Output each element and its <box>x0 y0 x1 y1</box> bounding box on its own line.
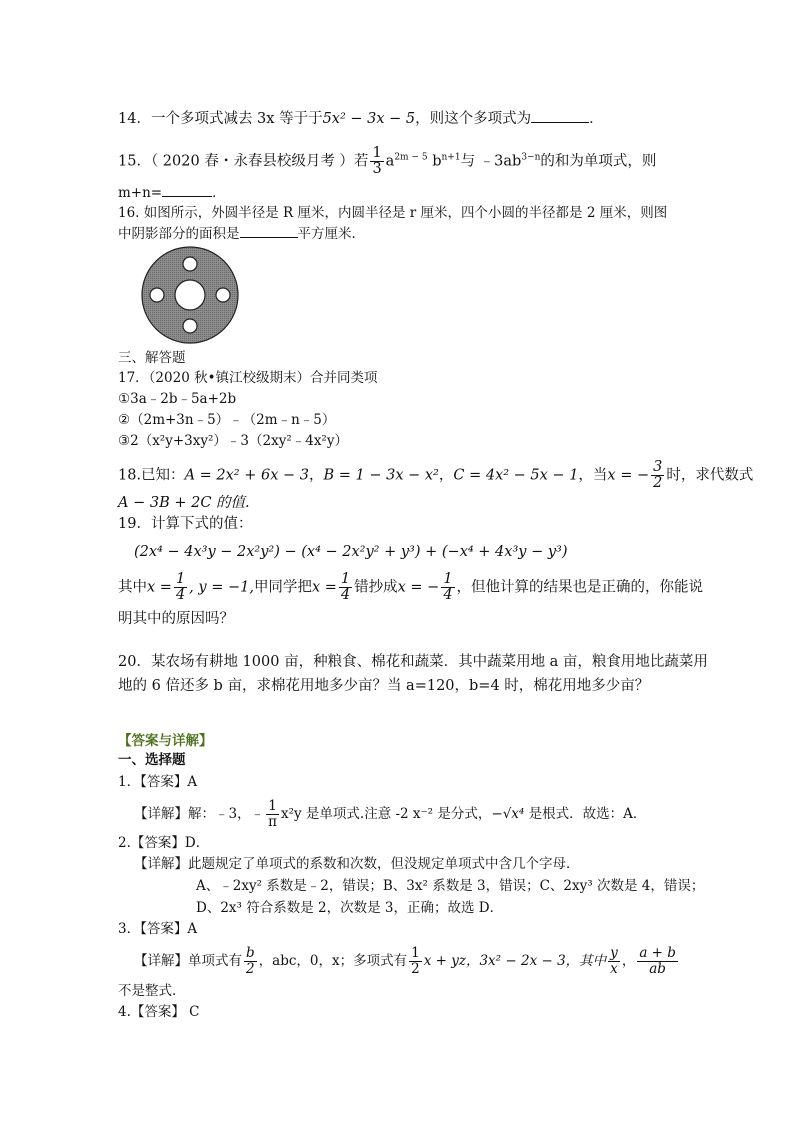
a1-root: −√x⁴ <box>491 806 525 822</box>
q19-b: 甲同学把 <box>253 579 312 596</box>
q19-x3: x = − <box>397 579 440 596</box>
q18-c: C = 4x² − 5x − 1 <box>453 467 579 484</box>
q18-b: B = 1 − 3x − x² <box>323 467 439 484</box>
question-15 <box>118 146 656 177</box>
q18-prefix: 18.已知： <box>118 467 185 484</box>
answer-4-label: 4.【答案】 C <box>118 1004 200 1020</box>
q19-y: , y = −1, <box>189 579 254 596</box>
q18-suffix: 时，求代数式 <box>666 467 754 484</box>
answer-3-line2: 不是整式． <box>118 983 186 999</box>
small-circle-bottom <box>183 319 197 333</box>
question-19: 19．计算下式的值： <box>118 516 253 532</box>
q19-expr-text: (2x⁴ − 4x³y − 2x²y²) − (x⁴ − 2x²y² + y³) + (−x⁴ + 4x³y − y³) <box>134 544 568 560</box>
a3-mid1: ，abc，0，x；多项式有 <box>258 953 408 969</box>
q19-c: 错抄成 <box>354 579 398 596</box>
q19-x: x = <box>147 579 172 596</box>
question-16 <box>118 204 667 222</box>
q17-item2: ②（2m+3n﹣5）﹣（2m﹣n﹣5） <box>118 412 336 428</box>
q19-line4: 明其中的原因吗？ <box>118 611 234 627</box>
answers-header: 【答案与详解】 <box>118 733 213 749</box>
a1-suffix: 是根式．故选：A． <box>524 806 647 822</box>
a3-fraction-4: $\frac{a + b}{ab}$ <box>639 945 676 977</box>
a3-mid2: x + yz，3x² − 2x − 3，其中 <box>423 953 607 969</box>
q14-expression: 5x² − 3x − 5 <box>322 111 416 127</box>
q18-line2: A − 3B + 2C 的值. <box>118 495 250 511</box>
answer-2-line3: D、2x³ 符合系数是 2，次数是 3，正确；故选 D． <box>196 900 504 916</box>
question-18: 18.已知：A = 2x² + 6x − 3，B = 1 − 3x − x²，C = 4x² − 5x − 1，当x = − $\frac{3}{2}$ 时，求代数式 <box>118 459 754 491</box>
q18-x: x = − <box>607 467 650 484</box>
answers-section-1: 一、选择题 <box>118 752 186 768</box>
question-14: 14．一个多项式减去 3x 等于于5x² − 3x − 5，则这个多项式为 ． <box>118 111 604 127</box>
q14-suffix: ，则这个多项式为 <box>415 111 532 127</box>
small-circle-left <box>150 288 164 302</box>
q15-fraction: $\frac{1}{3}$ <box>372 145 382 177</box>
q17-item3: ③2（x²y+3xy²）﹣3（2xy²﹣4x²y） <box>118 433 348 449</box>
answer-3-detail: 【详解】单项式有 $\frac{b}{2}$ ，abc，0，x；多项式有 $\frac{1}{2}$ x + yz，3x² − 2x − 3，其中 $\frac{y}{x}$ ， $\frac{a + b}{ab}$ <box>134 945 676 977</box>
q19-d: ，但他计算的结果也是正确的，你能说 <box>456 579 704 596</box>
answer-blank <box>162 184 212 197</box>
question-20: 20．某农场有耕地 1000 亩，种粮食、棉花和蔬菜．其中蔬菜用地 a 亩，粮食用地比蔬菜用 <box>118 654 708 670</box>
answer-3-label: 3．【答案】A <box>118 921 198 937</box>
q18-a: A = 2x² + 6x − 3 <box>184 467 309 484</box>
small-circle-top <box>183 257 197 271</box>
answer-blank <box>240 225 298 238</box>
question-20-line2: 地的 6 倍还多 b 亩，求棉花用地多少亩？当 a=120，b=4 时，棉花用地多少亩？ <box>118 678 650 694</box>
q15-suffix: 的和为单项式，则 <box>540 153 657 170</box>
q15-prefix: 15．（ 2020 春・永春县校级月考 ）若 <box>118 153 369 170</box>
inner-circle <box>175 280 205 310</box>
a3-fraction-1: $\frac{b}{2}$ <box>246 945 255 977</box>
q19-expression <box>134 543 568 561</box>
q19-fraction-3: $\frac{1}{4}$ <box>443 571 453 603</box>
a1-mid: x²y 是单项式.注意 -2 x⁻² 是分式， <box>280 806 492 822</box>
answer-2-detail: 【详解】此题规定了单项式的系数和次数，但没规定单项式中含几个字母． <box>134 856 580 872</box>
q19-fraction-1: $\frac{1}{4}$ <box>175 571 186 603</box>
q15-mn: m+n= <box>118 185 163 201</box>
question-15-line2: m+n= ． <box>118 185 226 201</box>
a1-fraction: $\frac{1}{\pi}$ <box>268 798 277 830</box>
q19-a: 其中 <box>118 579 147 596</box>
q18-fraction: $\frac{3}{2}$ <box>653 459 663 491</box>
answer-1-label: 1．【答案】A <box>118 774 198 790</box>
q15-exp-c: 3−n <box>521 152 541 163</box>
q15-term-b: b <box>432 153 442 170</box>
q14-prefix: 14．一个多项式减去 3x 等于于 <box>118 111 323 127</box>
question-17: 17．（2020 秋•镇江校级期末）合并同类项 <box>118 370 378 386</box>
q16-line1: 16. 如图所示，外圆半径是 R 厘米，内圆半径是 r 厘米，四个小圆的半径都是 2 厘米，则图 <box>118 205 668 221</box>
answer-2-line2: A、﹣2xy² 系数是﹣2，错误；B、3x² 系数是 3，错误；C、2xy³ 次数是 4，错误； <box>196 878 705 894</box>
q17-item1: ①3a﹣2b﹣5a+2b <box>118 391 237 407</box>
q16-line2-suffix: 平方厘米． <box>297 226 365 242</box>
q15-exp-b: n+1 <box>441 152 461 163</box>
question-16-line2 <box>118 225 365 243</box>
a3-fraction-3: $\frac{y}{x}$ <box>610 945 618 977</box>
answer-2-label: 2.【答案】D． <box>118 835 210 851</box>
q15-exp-a: 2m − 5 <box>394 152 428 163</box>
a3-fraction-2: $\frac{1}{2}$ <box>411 945 420 977</box>
q15-term-a: a <box>385 153 395 170</box>
a1-prefix: 【详解】解：﹣3，﹣ <box>134 806 265 822</box>
q19-line3 <box>118 572 703 603</box>
answer-1-detail <box>134 799 646 830</box>
a3-prefix: 【详解】单项式有 <box>134 953 242 969</box>
q16-line2-prefix: 中阴影部分的面积是 <box>118 226 240 242</box>
q18-when: ，当 <box>578 467 608 484</box>
q15-mid: 与 ﹣3ab <box>460 153 522 170</box>
question-18-line2 <box>118 494 250 512</box>
answer-blank <box>531 110 589 123</box>
annulus-figure <box>138 246 242 346</box>
q19-fraction-2: $\frac{1}{4}$ <box>340 571 351 603</box>
section-heading: 三、解答题 <box>118 350 186 366</box>
q19-x2: x = <box>311 579 337 596</box>
small-circle-right <box>216 288 230 302</box>
